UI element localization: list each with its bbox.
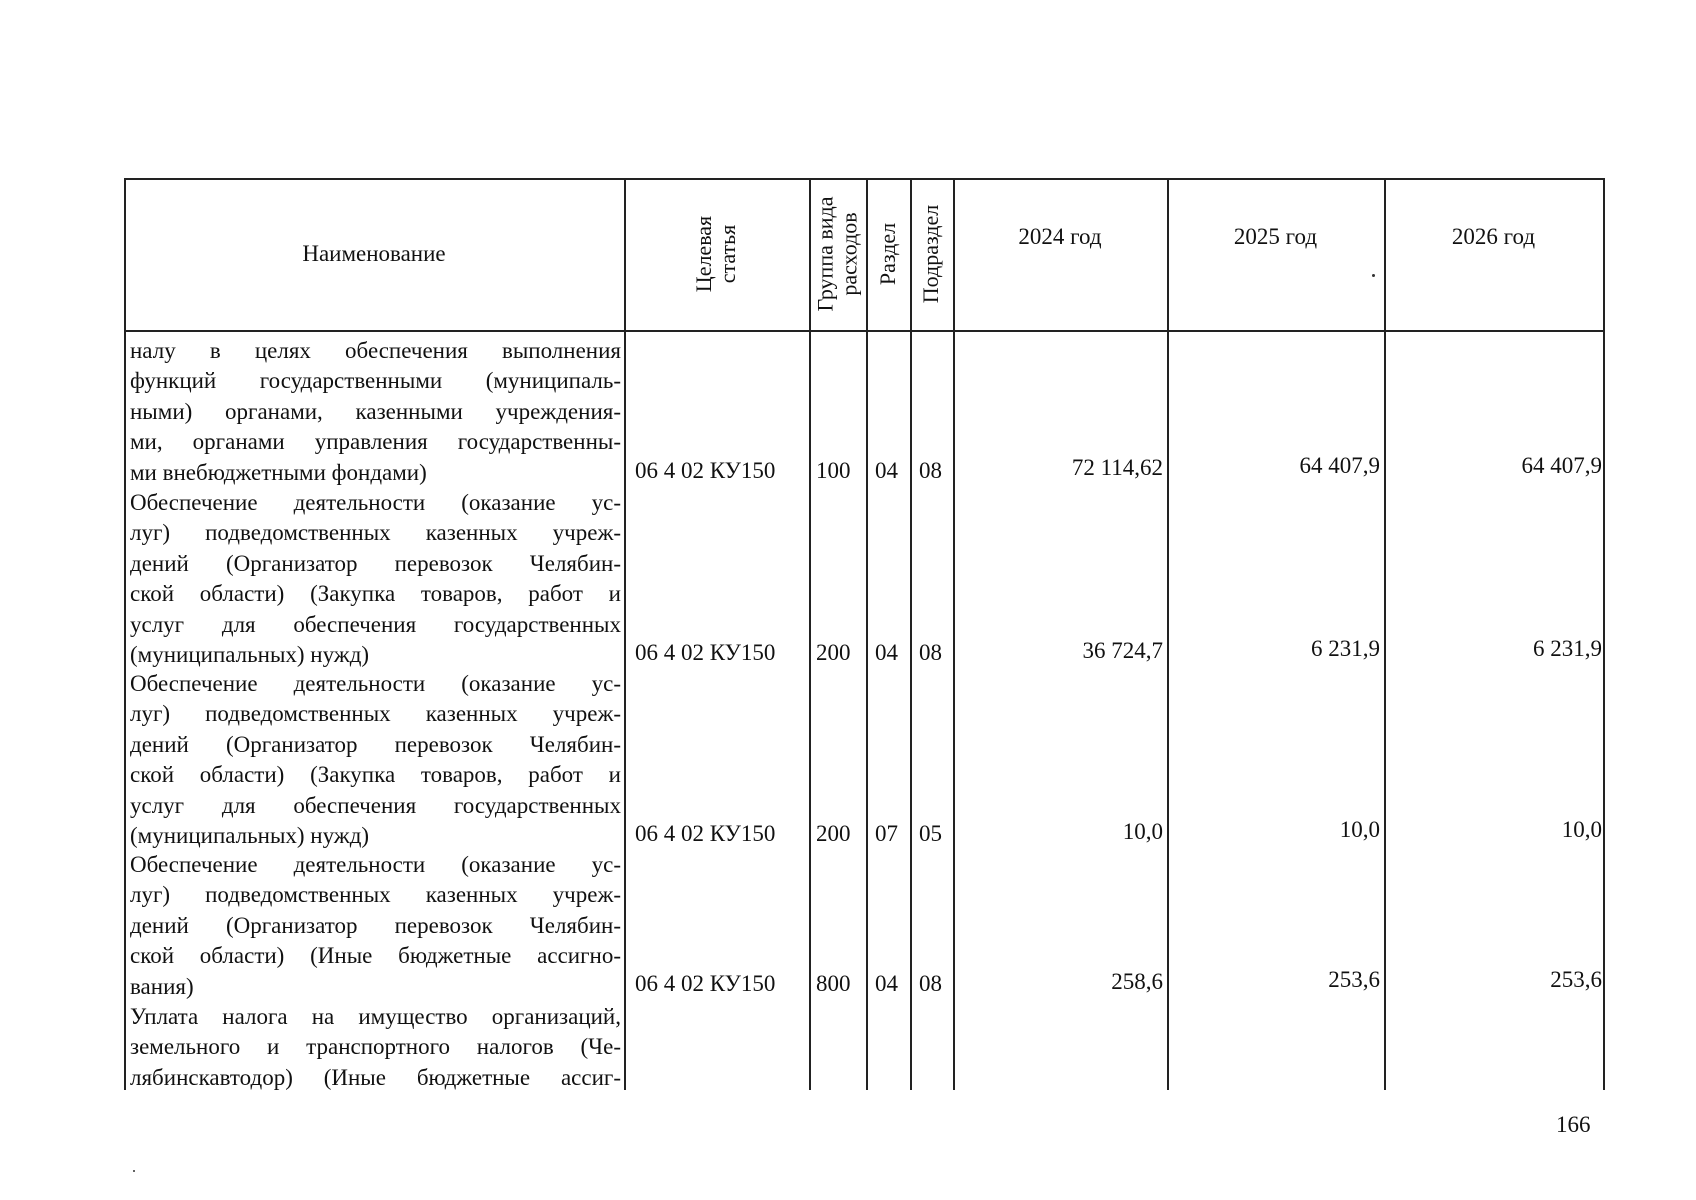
row-section: 07: [875, 821, 898, 846]
header-bottom-border: [124, 330, 1604, 332]
row-line: Обеспечение деятельности (оказание ус-: [130, 490, 621, 515]
row-line: луг) подведомственных казенных учреж-: [130, 882, 621, 908]
row-section: 04: [875, 458, 898, 483]
row-section: 04: [875, 640, 898, 665]
row-value-2024: 72 114,62: [1071, 455, 1163, 480]
row-description: [130, 488, 621, 670]
header-expense-group-label: Группа вида расходов: [812, 196, 862, 312]
col-border-group: [809, 330, 811, 1090]
row-subsection: 08: [919, 458, 942, 483]
row-line: ными) органами, казенными учреждения-: [130, 398, 621, 424]
row-code: 06 4 02 КУ150: [635, 458, 776, 483]
row-value-2026: 10,0: [1561, 817, 1602, 842]
header-section-label: Раздел: [875, 222, 901, 286]
header-year-2026: 2026 год: [1451, 224, 1536, 249]
row-code: 06 4 02 КУ150: [635, 640, 776, 665]
row-line: функций государственными (муниципаль-: [130, 368, 621, 394]
row-value-2025: 6 231,9: [1311, 636, 1380, 661]
row-line: налу в целях обеспечения выполнения: [130, 338, 621, 363]
row-line: ми внебюджетными фондами): [130, 459, 427, 485]
budget-table: [124, 178, 1604, 1090]
row-value-2024: 258,6: [1111, 969, 1163, 994]
row-line: земельного и транспортного налогов (Че-: [130, 1034, 621, 1060]
col-border-2025: [1167, 178, 1169, 1090]
row-line: Уплата налога на имущество организаций,: [130, 1004, 621, 1029]
row-line: Обеспечение деятельности (оказание ус-: [130, 852, 621, 877]
row-line: Обеспечение деятельности (оказание ус-: [130, 671, 621, 696]
row-line: ми, органами управления государственны-: [130, 429, 621, 455]
row-value-2024: 36 724,7: [1082, 638, 1163, 663]
row-value-2025: 10,0: [1339, 817, 1380, 842]
col-border-2024: [953, 178, 955, 1090]
row-value-2025: 64 407,9: [1299, 453, 1380, 478]
row-value-2024: 10,0: [1122, 819, 1163, 844]
header-subsection: [910, 178, 953, 330]
row-line: ской области) (Закупка товаров, работ и: [130, 581, 621, 607]
col-border-2026: [1384, 178, 1386, 1090]
row-subsection: 05: [919, 821, 942, 846]
row-line: услуг для обеспечения государственных: [130, 611, 621, 637]
row-group: 100: [816, 458, 851, 483]
row-description: [130, 1002, 621, 1093]
row-value-2026: 6 231,9: [1533, 636, 1602, 661]
row-code: 06 4 02 КУ150: [635, 821, 776, 846]
row-value-2026: 253,6: [1550, 967, 1602, 992]
header-target-article: [624, 178, 809, 330]
row-value-2025: 253,6: [1328, 967, 1380, 992]
row-description: [130, 850, 621, 1002]
scan-speck: [1372, 274, 1375, 277]
row-line: услуг для обеспечения государственных: [130, 792, 621, 818]
row-line: луг) подведомственных казенных учреж-: [130, 520, 621, 546]
row-line: дений (Организатор перевозок Челябин-: [130, 550, 621, 576]
row-line: дений (Организатор перевозок Челябин-: [130, 731, 621, 757]
row-group: 200: [816, 821, 851, 846]
row-line: ской области) (Иные бюджетные ассигно-: [130, 943, 621, 969]
row-group: 200: [816, 640, 851, 665]
row-line: вания): [130, 973, 194, 999]
row-subsection: 08: [919, 971, 942, 996]
row-code: 06 4 02 КУ150: [635, 971, 776, 996]
row-line: луг) подведомственных казенных учреж-: [130, 701, 621, 727]
row-line: (муниципальных) нужд): [130, 823, 370, 849]
row-value-2026: 64 407,9: [1521, 453, 1602, 478]
page-number: 166: [1556, 1112, 1591, 1137]
header-target-article-label: Целевая статья: [691, 215, 741, 293]
row-subsection: 08: [919, 640, 942, 665]
row-description: [130, 669, 621, 851]
row-line: ской области) (Закупка товаров, работ и: [130, 762, 621, 788]
col-border-right: [1603, 178, 1605, 1090]
row-section: 04: [875, 971, 898, 996]
header-name: Наименование: [302, 241, 446, 266]
row-line: лябинскавтодор) (Иные бюджетные ассиг-: [130, 1064, 621, 1090]
header-expense-group: [809, 178, 866, 330]
header-year-2024: 2024 год: [1018, 224, 1102, 249]
row-line: (муниципальных) нужд): [130, 642, 370, 668]
row-group: 800: [816, 971, 851, 996]
row-line: дений (Организатор перевозок Челябин-: [130, 912, 621, 938]
header-year-2025: 2025 год: [1233, 224, 1318, 249]
row-description: [130, 336, 621, 488]
header-subsection-label: Подраздел: [918, 204, 944, 304]
header-section: [866, 178, 910, 330]
scan-speck: [133, 1170, 135, 1172]
